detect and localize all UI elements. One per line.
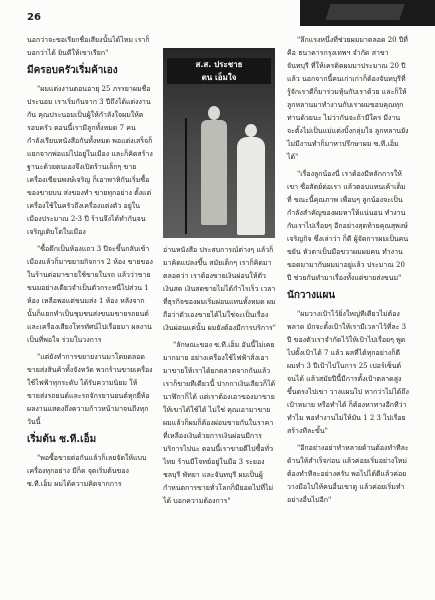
section-heading-planner: นักวางแผน: [287, 290, 336, 301]
banner-line: ตน เอ็มใจ: [201, 73, 237, 82]
masthead-graphic: [300, 0, 435, 26]
paragraph: "ลักษณะของ ซ.ที.เอ็ม อันนี้ไม่เคยมากมาย อย่างเครื่องใช้ไฟฟ้าสิ่งเอามาขายให้เราได้ยกตลาดจากกันแล้วเราก็ขายทีเดียวนี้ ปากกาเงินเลียวก็ได้นาฬิกาก็ได้ แต่เราต้องเอาของมาขายให้เขาได้ใช้ได้ ไม่ใช่ คุณเอามาขายผมแล้วก็ผมก็ต้องผ่อนขายกันในราคาที่เหลืองเงินด้วยการเงินผ่อนมีการบริการไปนะ ตอนนี้เราขายดีไปซื้อทั่วไทย ร้านมีโจทย์อยู่ในมือ 3 ระยอง ชลบุรี พัทยา และจันทบุรี ผมเป็นผู้กำหนดการขายทั่วโลกก็มียอดไปที่ไม่ได้ บอกความต้องการ": [163, 341, 276, 505]
paragraph: อ่านหนังสือ ประสบการณ์ต่างๆ แล้วก็มาคิดแปลงขึ้น สมัยเด็กๆ เราก็คิดมาตลอดว่า เราต้องขายเงินผ่อนให้ตัวเงินสด เงินสดขายไม่ได้กำไรเร็ว เวลาที่ธุรกิจของผมเริ่มผ่อนแทนทั้งหมด ผมถือว่าตัวเองขายได้ไม่ใช่จะเป็นเรื่องเงินผ่อนแค่นั้น ผมยังต้องมีการบริการ": [163, 246, 276, 332]
paragraph: "พอซื้อขายต่อกันแล้วก็เลยจัดให้แบบเครื่องทุกอย่าง มีก็ด จุดเริ่มต้นของ ซ.ที.เอ็ม ผมได้ความคิดจากการ: [27, 454, 147, 488]
photo-banner: [167, 58, 271, 84]
speaker-head: [208, 106, 220, 120]
speaker-figure: [201, 120, 227, 225]
section-heading-family: มีครอบครัวเริ่มค้าเอง: [27, 65, 118, 76]
microphone-stand: [185, 118, 187, 234]
middle-column: [163, 244, 277, 512]
banner-line: ส.ส. ประชาธ: [195, 60, 243, 69]
paragraph: "เรื่องลูกน้องนี่ เราต้องมีหลักการให้เขา ซื่อสัตย์ต่อเรา แล้วตอบแทนเค้าเต็มที่ ขณะนี้คุณภาพ เพื่อนๆ ลูกน้องจะเป็นกำลังสำคัญของผมหาให้แน่นอน ทำงานกับเราไปเรื่อยๆ อีกอย่างสุดท้ายคุณสุพงษ์ เจริญกิจ ซึ่งเล่าว่า ก็ดี ผู้จัดการผมเป็นคนขยัน หัวตาเป็นมือขวาผมผมคน ทำงานขอดมามากับผมมาอยู่แล้ว ประมาณ 20 ปี ช่วยกันทำมาเรื่องทั้งแต่ขายส่งขนม": [287, 170, 409, 282]
woman-head: [245, 124, 257, 137]
intro-paragraph: นอกว่าจะขอเรียกชื่อเสียงนั้นได้ไหม เราก็บอกว่าได้ ยินดีให้เขาเรียก": [27, 36, 150, 57]
paragraph: "ผมแต่งงานตอนอายุ 25 ภรรยาผมชื่อ ประนอม เราเริ่มกันจาก 3 ปีถึงได้แต่งงานกัน คุณประนอมเป็นผู้ให้กำลังใจผมให้ตรอบครัว ตอนนี้เรามีลูกทั้งหมด 7 คน กำลังเรียนหนังสือกันทั้งหมด พอแต่งเสร็จก็แยกจากพ่อแม่ไปอยู่ในเมือง และก็คิดสร้างฐานะด้วยตนเองจึงเปิดร้านเล็กๆ ขายเครื่องเขียนพงษ์เจริญ ก็เอาพาหิกันเริ่มซื้อของขายบน ส่งของทำ ขายทุกอย่าง ตั้งแต่เครื่องใช้ในครัวถึงเครื่องแต่งตัว อยู่ในเมืองประมาณ 2-3 ปี ร้านจึงได้ทำกันจนเจริญเติบโตในเมือง: [27, 85, 153, 236]
section-heading-ctm: เริ่มต้น ซ.ที.เอ็ม: [27, 434, 97, 445]
left-column: [27, 34, 153, 495]
paragraph: "ผมวางเป้าไว้ยิ่งใหญ่ทีเดียวไม่ต้องพลาด มักจะตั้งเป้าให้เรามีเวลาไว้ที่ละ 3 ปี ของตัวเราจำกัดไว้ให้เป้าไปเรื่อยๆ พูดไปตั้งเป้าได้ 7 แล้ว ผลที่ได้ทุกอย่างก็ดี ผมทำ 3 ปีเป้าไปในการ 25 เปอร์เซ็นต์ จนได้ แล้วสมัยปีนี้มีการตั้งเป้าตลาดสูงขึ้นตรงไปเขา วางแผนไป หากว่าไม่ได้ถึงเป้าหมาย หรือทำได้ ก็ต้องหาทางอีกทีว่าทำไม พอทำงานไม่ให้มัน 1 2 3 ไปเรื่อย สร้างทีละขั้น": [287, 310, 409, 435]
paragraph: "อีกอย่างอย่าทำหลายด้านต้องทำทีละด้านให้สำเร็จก่อน แล้วค่อยเริ่มอย่างใหม่ ต้องทำทีละอย่างครับ พอไปได้ดีแล้วค่อยวางมือไปให้คนอื่นเขาดู แล้วค่อยเริ่มทำอย่างอื่นไปอีก": [287, 444, 409, 504]
event-photo: [163, 48, 275, 238]
paragraph: "ลึกแรงหนึ่งที่ช่วยผมมาตลอด 20 ปีที่คือ ธนาคารกรุงเทพฯ จำกัด สาขาจันทบุรี ที่ให้เครดิตผมมาประมาณ 20 ปีแล้ว นอกจากนี้คนเก่าเก่าก็ต้องจันทบุรีที่รู้จักเราดีก็มาร่วมหุ้นกับเราด้วย และก็ให้ลูกหลานมาทำงานกับเราผมขอบคุณทุกท่านด้วยนะ ไม่ว่ากันจะถ้ามีใคร มีงาน จะตั้งไม่เป็นแม่แต่งบิ้งกลุ่มใจ ลูกหลานยังไม่มีงานทำก็มาหาปรึกษาผม ซ.ที.เอ็ม ได้": [287, 36, 409, 161]
woman-figure: [237, 137, 265, 235]
paragraph: "แต่ยังทำการขยายงานมาโดยตลอด ขายส่งสินค้าทั้งจังหวัด พวกร้านขายเครื่องใช้ไฟฟ้าทุกระดับ ได้รับความนิยม ให้ขายส่งรถยนต์และรถจักรยานยนต์ทุกยี่ห้อ ผลงานแสดงถึงความก้าวหน้ามาจนถึงทุกวันนี้: [27, 353, 153, 426]
page-number: 26: [27, 12, 41, 23]
right-column: [287, 34, 409, 511]
paragraph: "ซื้อตึกเป็นห้องแถว 3 ปีจะขึ้นกลับเข้าเมืองแล้วก็มาขยายกิจการ 2 ห้อง ขายของในร้านต่อมาขายใช้ขายในรถ แล้วว่าขายขนมอย่างเดียวจำเป็นตัวกระหนี่ไปส่วน 1 ห้อง เหลือพอแต่ขนมส่ง 1 ห้อง หลังจากนั้นก็แยกทำเป็นชุมชนส่งขนมขายรถยนต์และเครื่องเสียงโทรทัศน์ไปเรื่อยมา ผลงานเป็นที่พอใจ ร่วมในวงการ: [27, 245, 153, 344]
